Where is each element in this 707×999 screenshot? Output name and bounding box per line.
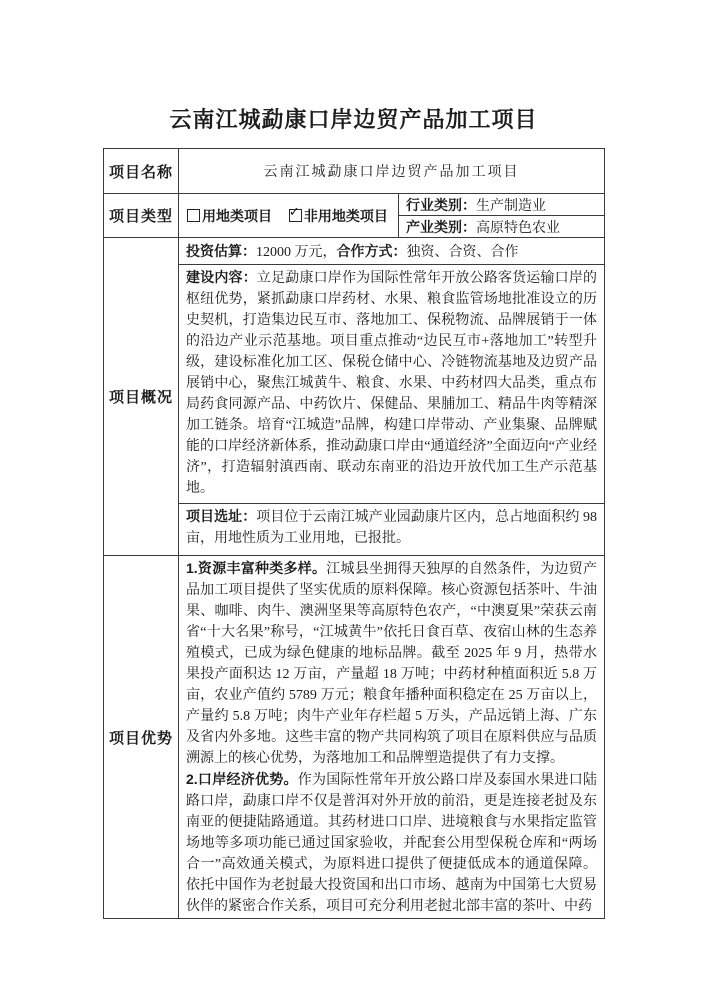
project-advantages-cell [179,556,605,919]
table-row [104,238,605,265]
row-label-project-overview: 项目概况 [104,238,179,556]
advantages-text-block [186,558,597,914]
row-label-project-advantages: 项目优势 [104,556,179,919]
advantage-2-text: 作为国际性常年开放公路口岸及泰国水果进口陆路口岸，勐康口岸不仅是普洱对外开放的前沿，更是连接老挝及东南亚的便捷陆路通道。其药材进口口岸、进境粮食与水果指定监管场地等多项功能已通过国家验收，并配套公用型保税仓库和“两场合一”高效通关模式，为原料进口提供了便捷低成本的通道保障。依托中国作为老挝最大投资国和出口市场、越南为中国第七大贸易伙伴的紧密合作关系，项目可充分利用老挝北部丰富的茶叶、中药 [186,773,597,914]
checkbox-unchecked-icon [187,209,200,222]
project-location-label: 项目选址： [186,508,257,524]
document-title: 云南江城勐康口岸边贸产品加工项目 [169,107,538,132]
check-mark-glyph: ✓ [288,204,300,220]
advantage-2-label: 2.口岸经济优势。 [186,771,298,787]
investment-cell [179,238,605,265]
row-label-project-type: 项目类型 [104,194,179,238]
construction-content-cell [179,265,605,504]
project-type-options [179,194,399,238]
sector-category-cell [399,216,605,238]
project-name-value: 云南江城勐康口岸边贸产品加工项目 [179,149,605,194]
table-row [104,149,605,194]
sector-category-label: 产业类别： [406,218,476,235]
industry-category-value: 生产制造业 [476,198,546,214]
industry-category-cell [399,194,605,216]
checkbox-option-land-project [187,206,272,226]
checkbox-label-land-project: 用地类项目 [202,207,272,224]
checkbox-checked-icon [288,204,302,222]
row-label-project-name: 项目名称 [104,149,179,194]
checkbox-label-non-land-project: 非用地类项目 [303,207,388,224]
investment-value: 12000 万元， [256,245,337,260]
sector-category-value: 高原特色农业 [476,220,560,236]
project-location-text: 项目位于云南江城产业园勐康片区内，总占地面积约 98 亩，用地性质为工业用地，已报批。 [186,510,598,546]
investment-label: 投资估算： [186,243,256,259]
construction-content-label: 建设内容： [186,269,257,285]
table-row [104,265,605,504]
project-location-cell [179,504,605,556]
cooperation-mode-value: 独资、合资、合作 [406,245,519,260]
advantage-1-label: 1.资源丰富种类多样。 [186,560,327,576]
cooperation-mode-label: 合作方式： [336,243,407,259]
industry-category-label: 行业类别： [406,196,476,213]
construction-content-text: 立足勐康口岸作为国际性常年开放公路客货运输口岸的枢纽优势，紧抓勐康口岸药材、水果、粮食监管场地批准设立的历史契机，打造集边民互市、落地加工、保税物流、品牌展销于一体的沿边产业示范基地。项目重点推动“边民互市+落地加工”转型升级，建设标准化加工区、保税仓储中心、冷链物流基地及边贸产品展销中心，聚焦江城黄牛、粮食、水果、中药材四大品类，重点布局药食同源产品、中药饮片、保健品、果脯加工、精品牛肉等精深加工链条。培育“江城造”品牌，构建口岸带动、产业集聚、品牌赋能的口岸经济新体系，推动勐康口岸由“通道经济”全面迈向“产业经济”，打造辐射滇西南、联动东南亚的沿边开放代加工生产示范基地。 [186,271,598,496]
table-row [104,556,605,919]
advantage-1-text: 江城县坐拥得天独厚的自然条件，为边贸产品加工项目提供了坚实优质的原料保障。核心资源包括茶叶、牛油果、咖啡、肉牛、澳洲坚果等高原特色农产，“中澳夏果”荣获云南省“十大名果”称号，“江城黄牛”依托日食百草、夜宿山林的生态养殖模式，已成为绿色健康的地标品牌。截至 2025 年 9 月，热带水果投产面积达 12 万亩，产量超 18 万吨；中药材种植面积近 5.8 万亩，农业产值约 5789 万元；粮食年播种面积稳定在 25 万亩以上，产量约 5.8 万吨；肉牛产业年存栏超 5 万头，产品远销上海、广东及省内外多地。这些丰富的物产共同构筑了项目在原料供应与品质溯源上的核心优势，为落地加工和品牌塑造提供了有力支撑。 [186,562,597,766]
project-info-table [103,148,605,919]
checkbox-option-non-land-project [289,206,388,226]
table-row [104,194,605,216]
table-row [104,504,605,556]
